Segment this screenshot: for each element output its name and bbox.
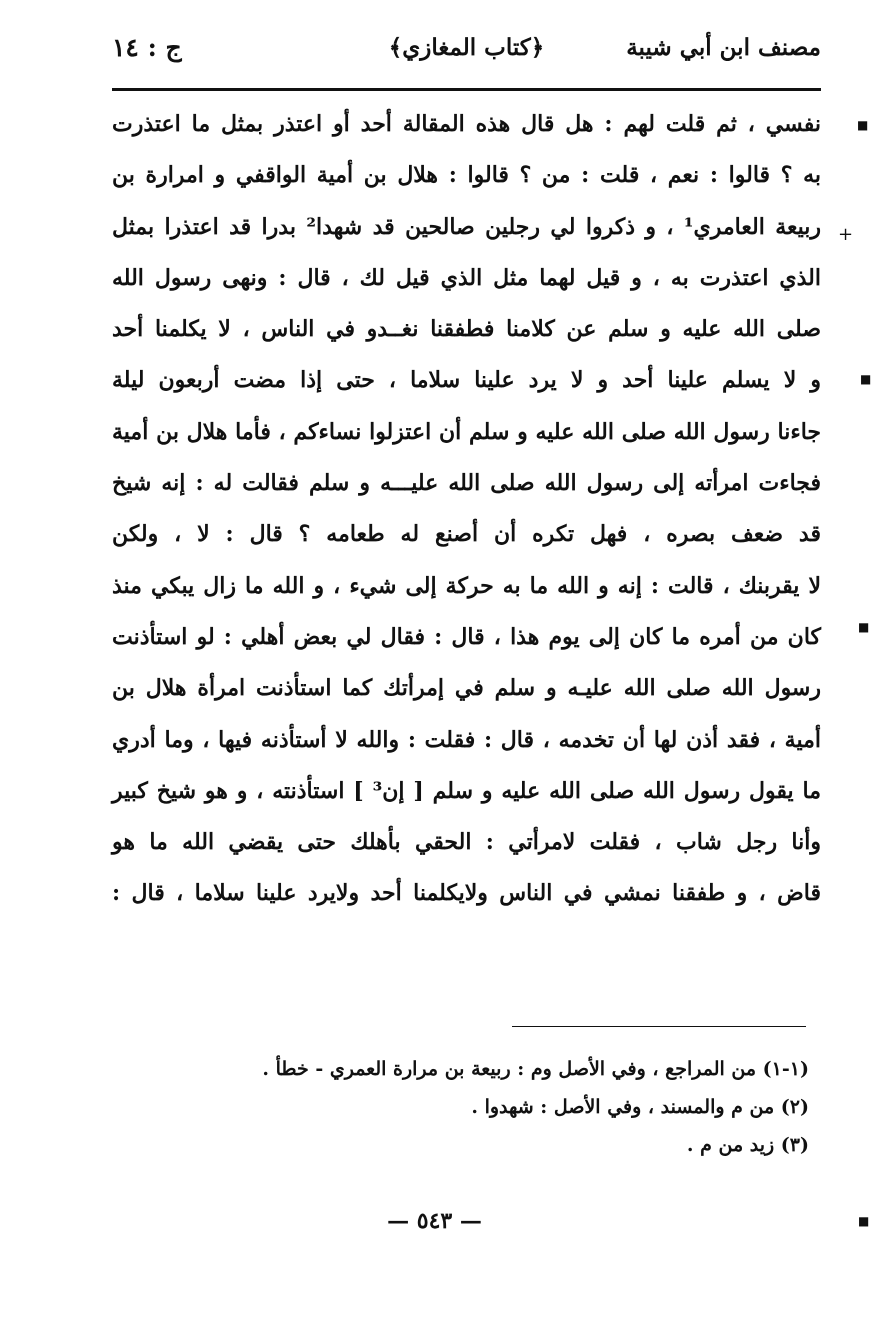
header-rule (112, 88, 821, 91)
book-name: مصنف ابن أبي شيبة (626, 34, 821, 61)
margin-dot: ■ (858, 1214, 870, 1228)
footnote-item: (٣) زيد من م . (686, 1134, 809, 1156)
footnote-rule (512, 1026, 806, 1027)
volume-number: ج : ١٤ (112, 33, 182, 62)
text-line: رسول الله صلى الله عليـه و سلم في إمرأتك كما استأذنت امرأة هلال بن (112, 675, 821, 702)
page-header (112, 30, 821, 90)
text-line: كان من أمره ما كان إلى يوم هذا ، قال : فقال لي بعض أهلي : لو استأذنت (112, 623, 821, 650)
text-line: الذي اعتذرت به ، و قيل لهما مثل الذي قيل لك ، قال : ونهى رسول الله (112, 264, 821, 291)
text-line: قد ضعف بصره ، فهل تكره أن أصنع له طعامه ؟ قال : لا ، ولكن (112, 521, 821, 548)
main-text (112, 99, 821, 920)
margin-dot: ■ (858, 620, 870, 634)
text-line: و لا يسلم علينا أحد و لا يرد علينا سلاما ، حتى إذا مضت أربعون ليلة (112, 367, 821, 394)
footnote-item: (٢) من م والمسند ، وفي الأصل : شهدوا . (471, 1096, 809, 1118)
text-line: فجاءت امرأته إلى رسول الله صلى الله عليـــه و سلم فقالت له : إنه شيخ (112, 470, 821, 497)
text-line: نفسي ، ثم قلت لهم : هل قال هذه المقالة أحد أو اعتذر بمثل ما اعتذرت (112, 111, 821, 137)
text-line: أمية ، فقد أذن لها أن تخدمه ، قال : فقلت : والله لا أستأذنه فيها ، وما أدري (112, 726, 821, 753)
text-line: لا يقربنك ، قالت : إنه و الله ما به حركة إلى شيء ، و الله ما زال يبكي منذ (112, 572, 821, 599)
margin-cross: + (838, 224, 854, 245)
text-line: جاءنا رسول الله صلى الله عليه و سلم أن اعتزلوا نساءكم ، فأما هلال بن أمية (112, 418, 821, 445)
margin-dot: ■ (857, 118, 869, 132)
page-number: — ٥٤٣ — (387, 1208, 482, 1234)
text-line: صلى الله عليه و سلم عن كلامنا فطفقنا نغــدو في الناس ، لا يكلمنا أحد (112, 316, 821, 343)
text-line: وأنا رجل شاب ، فقلت لامرأتي : الحقي بأهلك حتى يقضي الله ما هو (112, 829, 821, 856)
text-line: ما يقول رسول الله صلى الله عليه و سلم [ إن³ ] استأذنته ، و هو شيخ كبير (112, 777, 822, 804)
text-line: ربيعة العامري¹ ، و ذكروا لي رجلين صالحين قد شهدا² بدرا قد اعتذرا بمثل (112, 213, 821, 240)
chapter-title: ﴿كتاب المغازي﴾ (388, 34, 545, 61)
margin-dot: ■ (860, 372, 871, 386)
text-line: به ؟ قالوا : نعم ، قلت : من ؟ قالوا : هلال بن أمية الواقفي و امرارة بن (112, 162, 821, 189)
footnotes (112, 1050, 809, 1164)
footnote-item: (١-١) من المراجع ، وفي الأصل وم : ربيعة بن مرارة العمري - خطأ . (262, 1058, 809, 1080)
text-line: قاض ، و طفقنا نمشي في الناس ولايكلمنا أحد ولايرد علينا سلاما ، قال : (112, 880, 821, 907)
